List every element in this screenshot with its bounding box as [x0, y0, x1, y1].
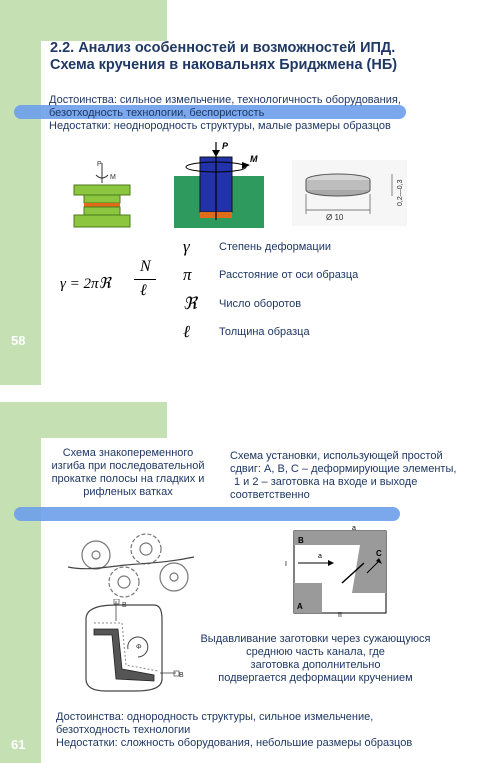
- gamma-symbol: γ: [183, 237, 190, 256]
- b-label-right: B: [179, 672, 184, 679]
- grooved-roll-bottom: [109, 567, 139, 597]
- caption-line: соответственно: [230, 489, 310, 501]
- legend-row-turns: [183, 294, 383, 316]
- caption-line: рифленых ватках: [83, 486, 173, 498]
- smooth-roll-top: [82, 541, 110, 569]
- m-label: M: [250, 154, 258, 164]
- caption-line: 1 и 2 – заготовка на входе и выходе: [234, 476, 418, 488]
- rolling-mill-sketch: [66, 527, 196, 602]
- legend-label: Число оборотов: [219, 298, 302, 310]
- caption-line: Выдавливание заготовки через сужающуюся: [200, 633, 431, 645]
- caption-line: прокатке полосы на гладких и: [51, 473, 205, 485]
- formula-lhs: γ = 2πℜ: [60, 276, 111, 292]
- slide-title: [50, 40, 470, 74]
- slide-number: 61: [11, 737, 26, 752]
- diameter-label: Ø 10: [326, 213, 344, 222]
- caption-line: сдвиг: A, B, C – деформирующие элементы,: [230, 463, 457, 475]
- disadvantages-line: Недостатки: неоднородность структуры, малые размеры образцов: [49, 120, 391, 132]
- ii-label: II: [338, 612, 342, 618]
- phi-label: Φ: [136, 644, 142, 651]
- a-label: a: [352, 525, 356, 532]
- legend-row-strain: [183, 237, 383, 259]
- top-accent-block: [41, 0, 167, 41]
- legend-label: Степень деформации: [219, 241, 332, 253]
- caption-line: заготовка дополнительно: [250, 659, 381, 671]
- disadvantages-line: Недостатки: сложность оборудования, небольшие размеры образцов: [56, 737, 413, 749]
- thickness-label: 0,2—0,3: [397, 179, 404, 206]
- caption-line: Схема знакопеременного: [62, 447, 194, 459]
- slide-number: 58: [11, 333, 26, 348]
- p-label: P: [97, 161, 102, 168]
- caption-simple-shear: [230, 450, 480, 502]
- legend-label: Толщина образца: [219, 326, 310, 338]
- upper-anvil-plate: [74, 185, 130, 195]
- sample-disk: [84, 203, 120, 207]
- side-accent-bar: [0, 402, 41, 763]
- advantages-text: [49, 94, 479, 133]
- grooved-roll-top: [131, 534, 161, 564]
- b-label: B: [298, 536, 304, 545]
- shear-strain-formula: [60, 258, 160, 308]
- simple-shear-setup-figure: [282, 523, 394, 618]
- caption-twist-extrusion: [188, 633, 443, 685]
- element-b: [294, 531, 386, 545]
- i-label: I: [285, 561, 287, 568]
- title-line-1: 2.2. Анализ особенностей и возможностей ИПД.: [50, 40, 396, 56]
- bridgman-anvil-figure: [170, 140, 270, 232]
- top-accent-block: [41, 402, 167, 438]
- advantages-line-1: Достоинства: сильное измельчение, технологичность оборудования,: [49, 94, 401, 106]
- advantages-line-1: Достоинства: однородность структуры, сильное измельчение,: [56, 711, 374, 723]
- fraction-bar: [134, 279, 156, 280]
- a-label: a: [318, 553, 322, 560]
- caption-line: Схема установки, использующей простой: [230, 450, 443, 462]
- advantages-line-2: безотходность технологии: [56, 724, 191, 736]
- slide-61: [0, 402, 480, 763]
- a-block-label: A: [297, 602, 303, 611]
- lower-anvil-plate: [74, 215, 130, 227]
- sample-disk-drawing: [292, 160, 407, 226]
- c-label: C: [376, 549, 382, 558]
- lower-anvil-tip: [84, 207, 120, 215]
- real-part-symbol: ℜ: [183, 294, 197, 313]
- ell-symbol: ℓ: [183, 322, 191, 341]
- anvil-sketch-figure: [72, 157, 134, 233]
- twist-extrusion-figure: [76, 599, 184, 694]
- advantages-line-2: безотходность технологии, беспористость: [49, 107, 265, 119]
- blue-stripe: [14, 507, 400, 521]
- legend-label: Расстояние от оси образца: [219, 269, 359, 281]
- legend-row-radius: [183, 265, 383, 287]
- p-label: P: [222, 141, 229, 151]
- caption-line: подвергается деформации кручением: [218, 672, 413, 684]
- legend-row-thickness: [183, 322, 383, 344]
- formula-numerator: N: [140, 258, 151, 275]
- slide-61-summary: [56, 711, 476, 750]
- b-label: B: [122, 602, 127, 609]
- arrow-head-icon: [212, 150, 220, 157]
- smooth-roll-bottom: [160, 563, 188, 591]
- formula-denominator: ℓ: [140, 282, 147, 299]
- caption-line: изгиба при последовательной: [51, 460, 205, 472]
- upper-anvil-tip: [84, 195, 120, 203]
- caption-alternating-bending: [38, 447, 218, 499]
- m-label: M: [110, 174, 116, 181]
- side-accent-bar: [0, 0, 41, 385]
- pi-symbol: π: [183, 265, 192, 284]
- caption-line: среднюю часть канала, где: [246, 646, 385, 658]
- title-line-2: Схема кручения в наковальнях Бриджмена (НБ): [50, 57, 398, 73]
